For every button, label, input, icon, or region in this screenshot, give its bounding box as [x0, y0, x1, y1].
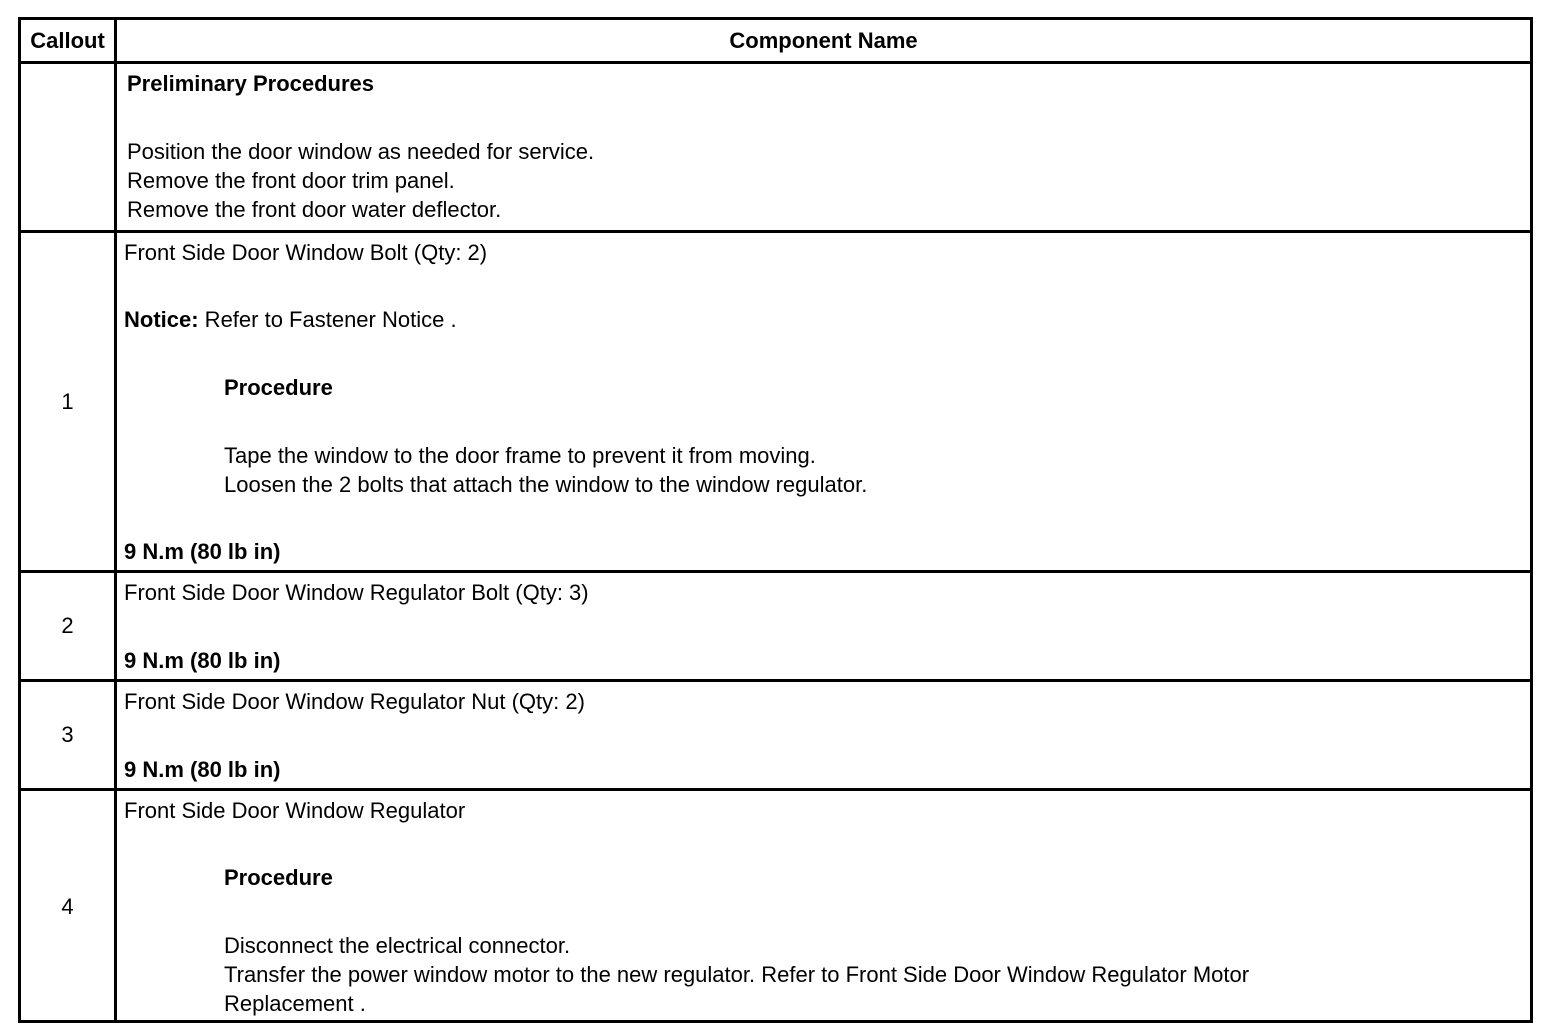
header-component-name-cell	[117, 20, 1530, 61]
procedure-title: Procedure	[224, 865, 333, 890]
header-row	[21, 20, 1530, 64]
table-row	[21, 233, 1530, 573]
component-name: Front Side Door Window Regulator Bolt (Qty: 3)	[124, 580, 589, 605]
header-callout: Callout	[21, 20, 117, 61]
row-content	[117, 233, 1530, 570]
notice	[124, 307, 457, 333]
row-callout: 1	[21, 233, 117, 570]
preliminary-line: Remove the front door water deflector.	[127, 197, 502, 222]
torque-spec: 9 N.m (80 lb in)	[124, 648, 281, 673]
preliminary-line: Position the door window as needed for service.	[127, 139, 595, 164]
torque-spec: 9 N.m (80 lb in)	[124, 757, 281, 782]
procedure-step: Transfer the power window motor to the new regulator. Refer to Front Side Door Window Regulator Motor	[224, 962, 1250, 987]
procedure-step: Loosen the 2 bolts that attach the window to the window regulator.	[224, 472, 868, 497]
component-name: Front Side Door Window Regulator	[124, 798, 466, 823]
procedure-step: Tape the window to the door frame to prevent it from moving.	[224, 443, 816, 468]
table-row	[21, 682, 1530, 791]
header-component-name: Component Name	[729, 27, 918, 53]
component-name: Front Side Door Window Bolt (Qty: 2)	[124, 240, 488, 265]
preliminary-title: Preliminary Procedures	[127, 71, 375, 96]
component-name: Front Side Door Window Regulator Nut (Qty: 2)	[124, 689, 585, 714]
torque-spec: 9 N.m (80 lb in)	[124, 539, 281, 564]
component-table	[18, 17, 1533, 1023]
procedure-title: Procedure	[224, 375, 333, 400]
row-callout: 3	[21, 682, 117, 788]
table-row	[21, 791, 1530, 1023]
preliminary-cell	[117, 64, 1530, 230]
preliminary-callout	[21, 64, 117, 230]
table-row	[21, 573, 1530, 682]
procedure-step: Replacement .	[224, 991, 366, 1016]
notice-label: Notice:	[124, 307, 199, 332]
procedure-step: Disconnect the electrical connector.	[224, 933, 571, 958]
row-callout: 4	[21, 791, 117, 1023]
notice-text: Refer to Fastener Notice .	[198, 307, 457, 332]
row-callout: 2	[21, 573, 117, 679]
row-content	[117, 682, 1530, 788]
row-content	[117, 791, 1530, 1023]
preliminary-row	[21, 64, 1530, 233]
row-content	[117, 573, 1530, 679]
preliminary-line: Remove the front door trim panel.	[127, 168, 455, 193]
